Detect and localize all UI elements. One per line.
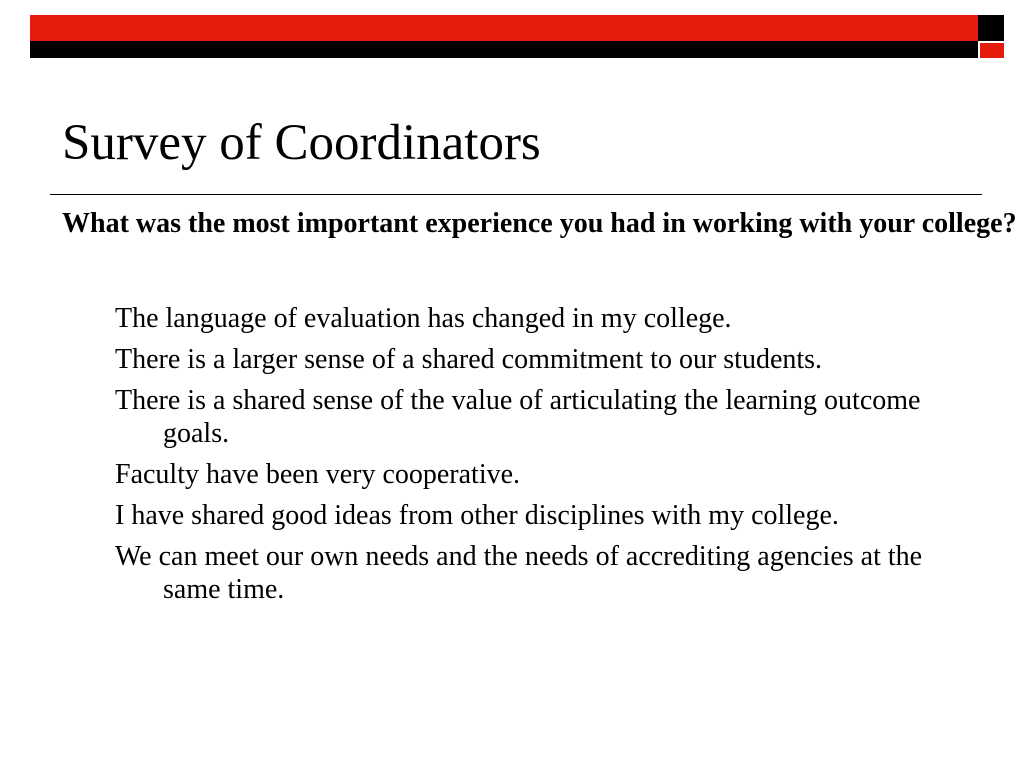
title-divider	[50, 194, 982, 195]
answer-item: There is a larger sense of a shared commitment to our students.	[115, 344, 823, 375]
slide-title: Survey of Coordinators	[62, 115, 541, 171]
header-corner-black-square	[978, 15, 1004, 41]
header-red-bar	[30, 15, 978, 41]
header-corner-red-square	[980, 43, 1004, 58]
answer-item: Faculty have been very cooperative.	[115, 459, 521, 490]
answer-item: I have shared good ideas from other disciplines with my college.	[115, 500, 839, 531]
answer-item: The language of evaluation has changed in my college.	[115, 303, 732, 334]
answer-list	[115, 302, 975, 614]
answer-item: There is a shared sense of the value of articulating the learning outcome goals.	[115, 385, 921, 449]
answer-item: We can meet our own needs and the needs of accrediting agencies at the same time.	[115, 541, 923, 605]
survey-question: What was the most important experience you had in working with your college?	[62, 208, 1017, 239]
header-black-bar	[30, 41, 978, 58]
